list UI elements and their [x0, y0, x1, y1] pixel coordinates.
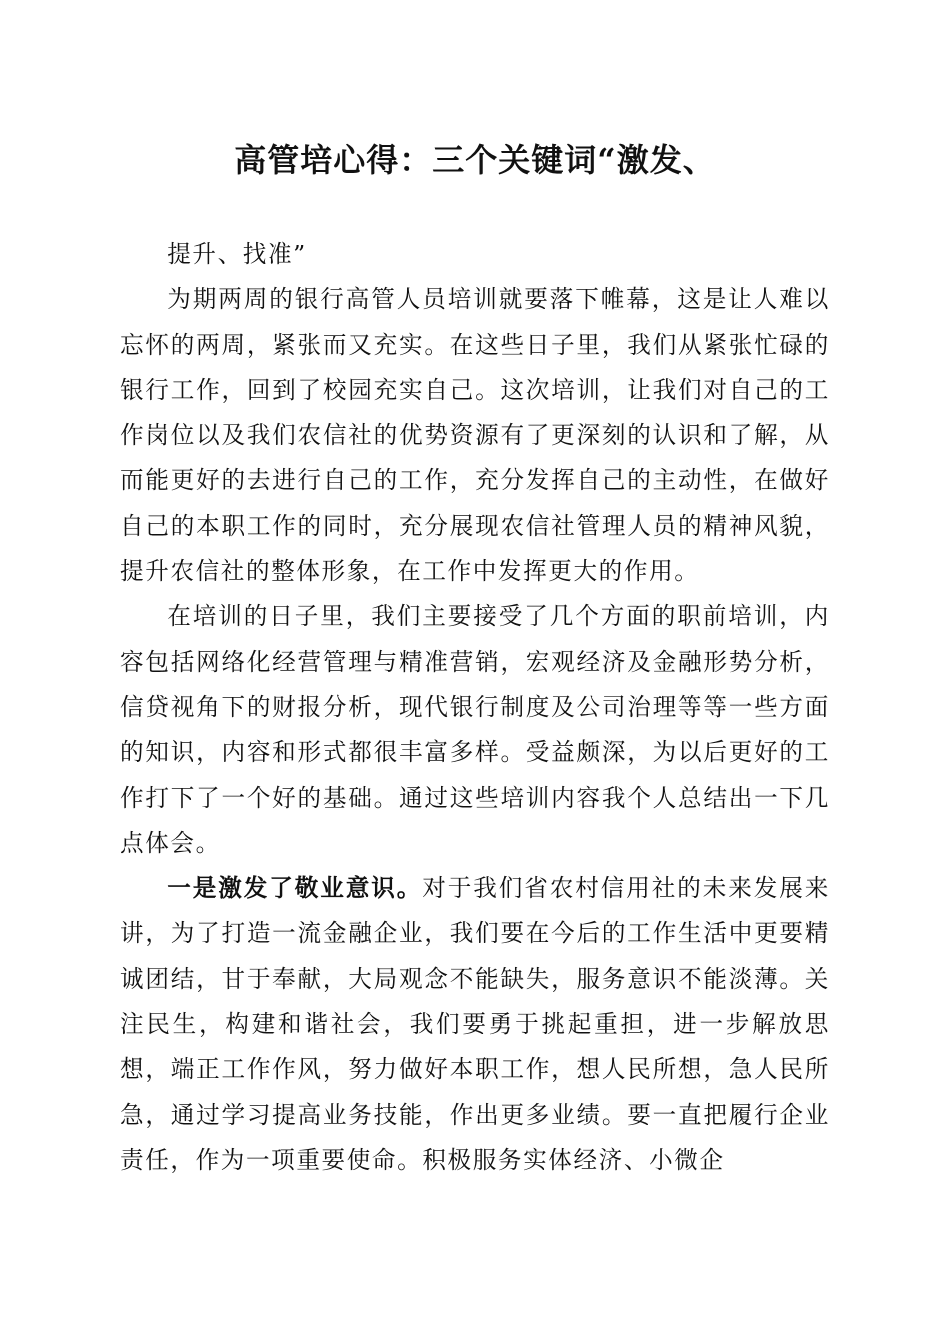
paragraph-2 [120, 594, 830, 866]
document-subtitle: 提升、找准” [167, 240, 307, 268]
paragraph-3-text: 对于我们省农村信用社的未来发展来讲，为了打造一流金融企业，我们要在今后的工作生活中更要精诚团结，甘于奉献，大局观念不能缺失，服务意识不能淡薄。关注民生，构建和谐社会，我们要勇于挑起重担，进一步解放思想，端正工作作风，努力做好本职工作，想人民所想，急人民所急，通过学习提高业务技能，作出更多业绩。要一直把履行企业责任，作为一项重要使命。积极服务实体经济、小微企 [120, 874, 830, 1174]
paragraph-3-lead: 一是激发了敬业意识。 [167, 874, 423, 903]
paragraph-2-text: 在培训的日子里，我们主要接受了几个方面的职前培训，内容包括网络化经营管理与精准营销，宏观经济及金融形势分析，信贷视角下的财报分析，现代银行制度及公司治理等等一些方面的知识，内容和形式都很丰富多样。受益颇深，为以后更好的工作打下了一个好的基础。通过这些培训内容我个人总结出一下几点体会。 [120, 602, 830, 857]
paragraph-3 [120, 866, 830, 1183]
document-title: 高管培心得：三个关键词“激发、 [234, 141, 716, 179]
paragraph-1 [120, 277, 830, 594]
paragraph-1-text: 为期两周的银行高管人员培训就要落下帷幕，这是让人难以忘怀的两周，紧张而又充实。在这些日子里，我们从紧张忙碌的银行工作，回到了校园充实自己。这次培训，让我们对自己的工作岗位以及我们农信社的优势资源有了更深刻的认识和了解，从而能更好的去进行自己的工作，充分发挥自己的主动性，在做好自己的本职工作的同时，充分展现农信社管理人员的精神风貌，提升农信社的整体形象，在工作中发挥更大的作用。 [120, 285, 830, 586]
document-body [120, 232, 830, 1183]
